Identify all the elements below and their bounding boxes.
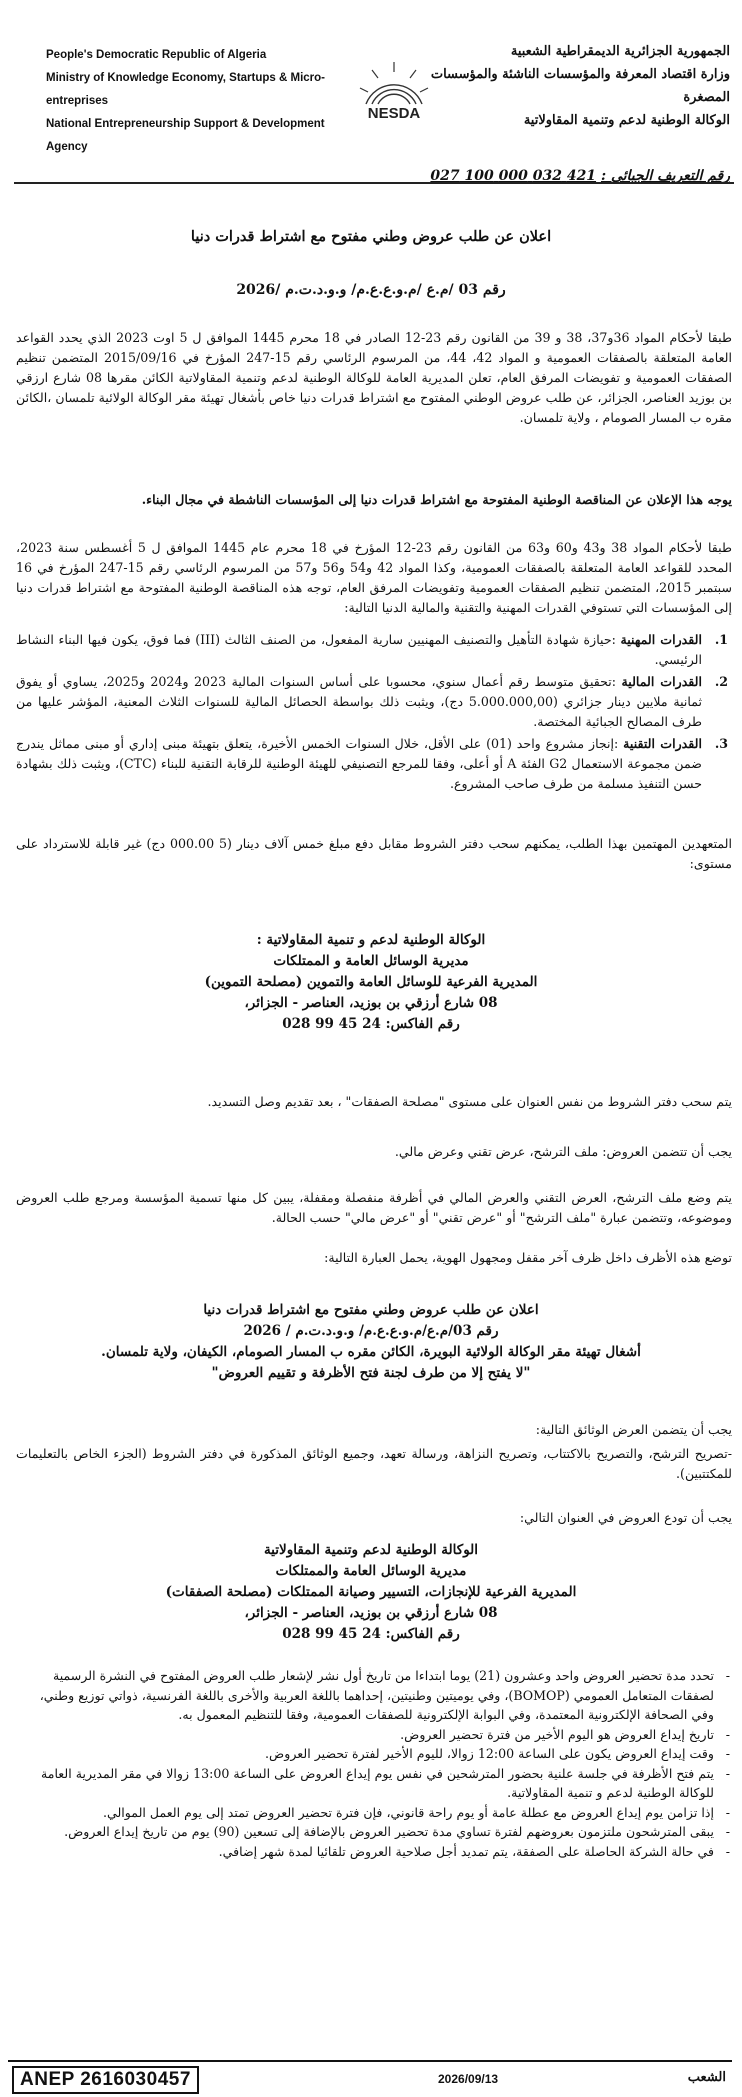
criterion-key: القدرات التقنية [623,736,702,751]
address-line: 08 شارع أرزقي بن بوزيد، العناصر - الجزائر، [244,1605,498,1621]
address-block-2 [0,1540,742,1645]
header-left-line: National Entrepreneurship Support & Development Agency [46,118,325,153]
header-right-arabic [400,40,730,132]
withdrawal-paragraph: المتعهدين المهتمين بهذا الطلب، يمكنهم سحب دفتر الشروط مقابل دفع مبلغ خمس آلاف دينار (5 000.00 دج) غير قابلة للاسترداد على مستوى: [16,836,732,871]
criterion-key: القدرات المالية [621,674,703,689]
envelope-line: "لا يفتح إلا من طرف لجنة فتح الأظرفة و تقييم العروض" [211,1365,531,1381]
address-line: رقم الفاكس: 24 45 99 028 [282,1016,460,1032]
criterion-text: :حيازة شهادة التأهيل والتصنيف المهنيين سارية المفعول، من الصنف الثالث (III) فما فوق، يكون فيها البناء النشاط الرئيسي. [16,632,702,667]
criterion-number: 3. [714,736,728,751]
condition-item: - تحدد مدة تحضير العروض واحد وعشرون (21) يوما ابتداءا من تاريخ أول نشر لإشعار طلب العروض المفتوح في النشرة الرسمية لصفقات المتعامل العمومي (BOMOP)، وفي يوميتين وطنيتين، إحداهما باللغة العربية والأخرى باللغة الفرنسية، ذواتي توزيع وطني، وفي الصحافة الإلكترونية المعتمدة، وفي البوابة الإلكترونية للصفقات العمومية، وفقا للتنظيم المعمول به. [16,1666,732,1725]
address-block-1 [0,930,742,1035]
condition-item: - تاريخ إيداع العروض هو اليوم الأخير من فترة تحضير العروض. [16,1725,732,1745]
notice-title: اعلان عن طلب عروض وطني مفتوح مع اشتراط قدرات دنيا [190,228,552,245]
condition-item: - إذا تزامن يوم إيداع العروض مع عطلة عامة أو يوم راحة قانوني، فإن فترة تحضير العروض تمتد إلى يوم العمل الموالي. [16,1803,732,1823]
criterion-number: 2. [714,674,728,689]
page-footer [8,2060,732,2092]
criterion-text: :إنجاز مشروع واحد (01) على الأقل، خلال السنوات الخمس الأخيرة، يتعلق بتهيئة مبنى إداري أو مبنى مماثل يندرج ضمن مجموعة الاستعمال G2 الفئة A أو أعلى، وفقا للمرجع التصنيفي للهيئة الوطنية للرقابة التقنية للبناء (CTC)، ويثبت ذلك بشهادة حسن التنفيذ مسلمة من طرف صاحب المشروع. [16,736,702,791]
envelope-line: أشغال تهيئة مقر الوكالة الولائية البويرة، الكائن مقره ب المسار الصومام، الكيفان، ولاية تلمسان. [101,1344,641,1360]
condition-item: - وقت إيداع العروض يكون على الساعة 12:00 زوالا، لليوم الأخير لفترة تحضير العروض. [16,1744,732,1764]
notice-reference: رقم 03 /م.ع /م.و.ع.ع.م/ و.و.د.ت.م /2026 [236,282,506,298]
intro-paragraph: طبقا لأحكام المواد 36و37، 38 و 39 من القانون رقم 23-12 الصادر في 18 محرم 1445 الموافق ل 5 اوت 2023 الذي يحدد القواعد العامة المتعلقة بالصفقات العمومية و المواد 42، 44، من المرسوم الرئاسي رقم 15-247 المؤرخ في 2015/09/16 المتضمن تنظيم الصفقات العمومية و تفويضات المرفق العام، تعلن المديرية العامة للوكالة الوطنية لدعم وتنمية المقاولاتية الكائن مقرها 08 شارع ارزقي بن بوزيد العناصر، الجزائر، عن طلب عروض الوطني المفتوح مع اشتراط قدرات دنيا خاص بأشغال تهيئة مقر الوكالة الولائية تلمسان ،الكائن مقره ب المسار الصومام ، ولاية تلمسان. [16,330,733,425]
criterion-item [16,630,728,670]
legal-paragraph: طبقا لأحكام المواد 38 و43 و60 و63 من القانون رقم 23-12 المؤرخ في 18 محرم عام 1445 الموافق ل 5 أغسطس سنة 2023، المحدد للقواعد العامة المتعلقة بالصفقات العمومية، وكذا المواد 42 و54 و56 و57 من المرسوم الرئاسي رقم 15-247 المؤرخ في 16 سبتمبر 2015، المتضمن تنظيم الصفقات العمومية وتفويضات المرفق العام، توجه هذه المناقصة الوطنية المفتوحة مع اشتراط قدرات دنيا إلى المؤسسات التي تستوفي القدرات المهنية والتقنية والمالية الدنيا التالية: [16,540,733,615]
condition-item: - يتم فتح الأظرفة في جلسة علنية بحضور المترشحين في نفس يوم إيداع العروض على الساعة 13:00 زوالا في مقر المديرية العامة للوكالة الوطنية لدعم و تنمية المقاولاتية. [16,1764,732,1803]
fiscal-id-value: 421 032 000 100 027 [430,168,597,184]
address-line: المديرية الفرعية للوسائل العامة والتموين (مصلحة التموين) [204,974,538,990]
address-line: 08 شارع أرزقي بن بوزيد، العناصر - الجزائر، [244,995,498,1011]
header-right-line: الوكالة الوطنية لدعم وتنمية المقاولاتية [523,113,730,128]
address-line: الوكالة الوطنية لدعم و تنمية المقاولاتية : [256,932,486,948]
fiscal-id-label: رقم التعريف الجبائي : [600,168,730,184]
criterion-text: :تحقيق متوسط رقم أعمال سنوي، محسوبا على أساس السنوات المالية 2023 و2024 و2025، يساوي أو يفوق ثمانية ملايين دينار جزائري (5.000.000,00 دج)، ويثبت ذلك بواسطة الحصائل المالية للسنوات الثلاث المعنية، المؤشر عليها من طرف المصالح الجبائية المختصة. [16,674,702,729]
logo-text: NESDA [367,105,421,122]
header-right-line: الجمهورية الجزائرية الديمقراطية الشعبية [510,44,730,59]
address-line: مديرية الوسائل العامة و الممتلكات [273,953,469,969]
outer-envelope-paragraph: توضع هذه الأظرف داخل ظرف آخر مقفل ومجهول الهوية، يحمل العبارة التالية: [324,1250,732,1265]
newspaper-name: الشعب [687,2070,726,2085]
criterion-number: 1. [714,632,728,647]
header-divider [14,182,734,184]
condition-item: - في حالة الشركة الحاصلة على الصفقة، يتم تمديد أجل صلاحية العروض تلقائيا لمدة شهر إضافي. [16,1842,732,1862]
address-line: رقم الفاكس: 24 45 99 028 [282,1626,460,1642]
offers-content-paragraph: يجب أن تتضمن العروض: ملف الترشح، عرض تقني وعرض مالي. [394,1144,732,1159]
criterion-item [16,734,728,794]
envelope-inscription [0,1300,742,1384]
documents-heading: يجب أن يتضمن العرض الوثائق التالية: [535,1422,732,1437]
envelopes-paragraph: يتم وضع ملف الترشح، العرض التقني والعرض المالي في أظرفة منفصلة ومقفلة، يبين كل منها تسمية المؤسسة ومرجع طلب العروض وموضوعه، وتتضمن عبارة "ملف الترشح" أو "عرض تقني" أو "عرض مالي" حسب الحالة. [16,1190,732,1225]
address-line: الوكالة الوطنية لدعم وتنمية المقاولاتية [263,1542,479,1558]
address-line: مديرية الوسائل العامة والممتلكات [275,1563,467,1579]
criterion-key: القدرات المهنية [620,632,702,647]
condition-item: - يبقى المترشحون ملتزمون بعروضهم لفترة تساوي مدة تحضير العروض بالإضافة إلى تسعين (90) يوم من تاريخ إيداع العروض. [16,1822,732,1842]
envelope-line: اعلان عن طلب عروض وطني مفتوح مع اشتراط قدرات دنيا [203,1302,539,1318]
documents-paragraph: -تصريح الترشح، والتصريح بالاكتتاب، وتصريح النزاهة، ورسالة تعهد، وجميع الوثائق المذكورة في دفتر الشروط (الجزء الخاص بالتعليمات للمكتتبين). [16,1446,732,1481]
deposit-heading: يجب أن تودع العروض في العنوان التالي: [519,1510,732,1525]
envelope-line: رقم 03/م.ع/م.و.ع.ع.م/ و.و.د.ت.م / 2026 [243,1323,499,1339]
publication-date: 2026/09/13 [438,2072,499,2086]
target-paragraph: يوجه هذا الإعلان عن المناقصة الوطنية المفتوحة مع اشتراط قدرات دنيا إلى المؤسسات الناشطة في مجال البناء. [141,492,732,507]
header-left-french [46,44,326,159]
conditions-list [16,1666,732,1861]
header-left-line: Ministry of Knowledge Economy, Startups & Micro-entreprises [46,72,326,107]
criterion-item [16,672,728,732]
criteria-list [16,630,730,796]
anep-reference: ANEP 2616030457 [12,2066,199,2094]
header-right-line: وزارة اقتصاد المعرفة والمؤسسات الناشئة والمؤسسات المصغرة [430,67,730,105]
header-left-line: People's Democratic Republic of Algeria [46,49,267,61]
payment-paragraph: يتم سحب دفتر الشروط من نفس العنوان على مستوى "مصلحة الصفقات" ، بعد تقديم وصل التسديد. [207,1094,732,1109]
address-line: المديرية الفرعية للإنجازات، التسيير وصيانة الممتلكات (مصلحة الصفقات) [165,1584,577,1600]
